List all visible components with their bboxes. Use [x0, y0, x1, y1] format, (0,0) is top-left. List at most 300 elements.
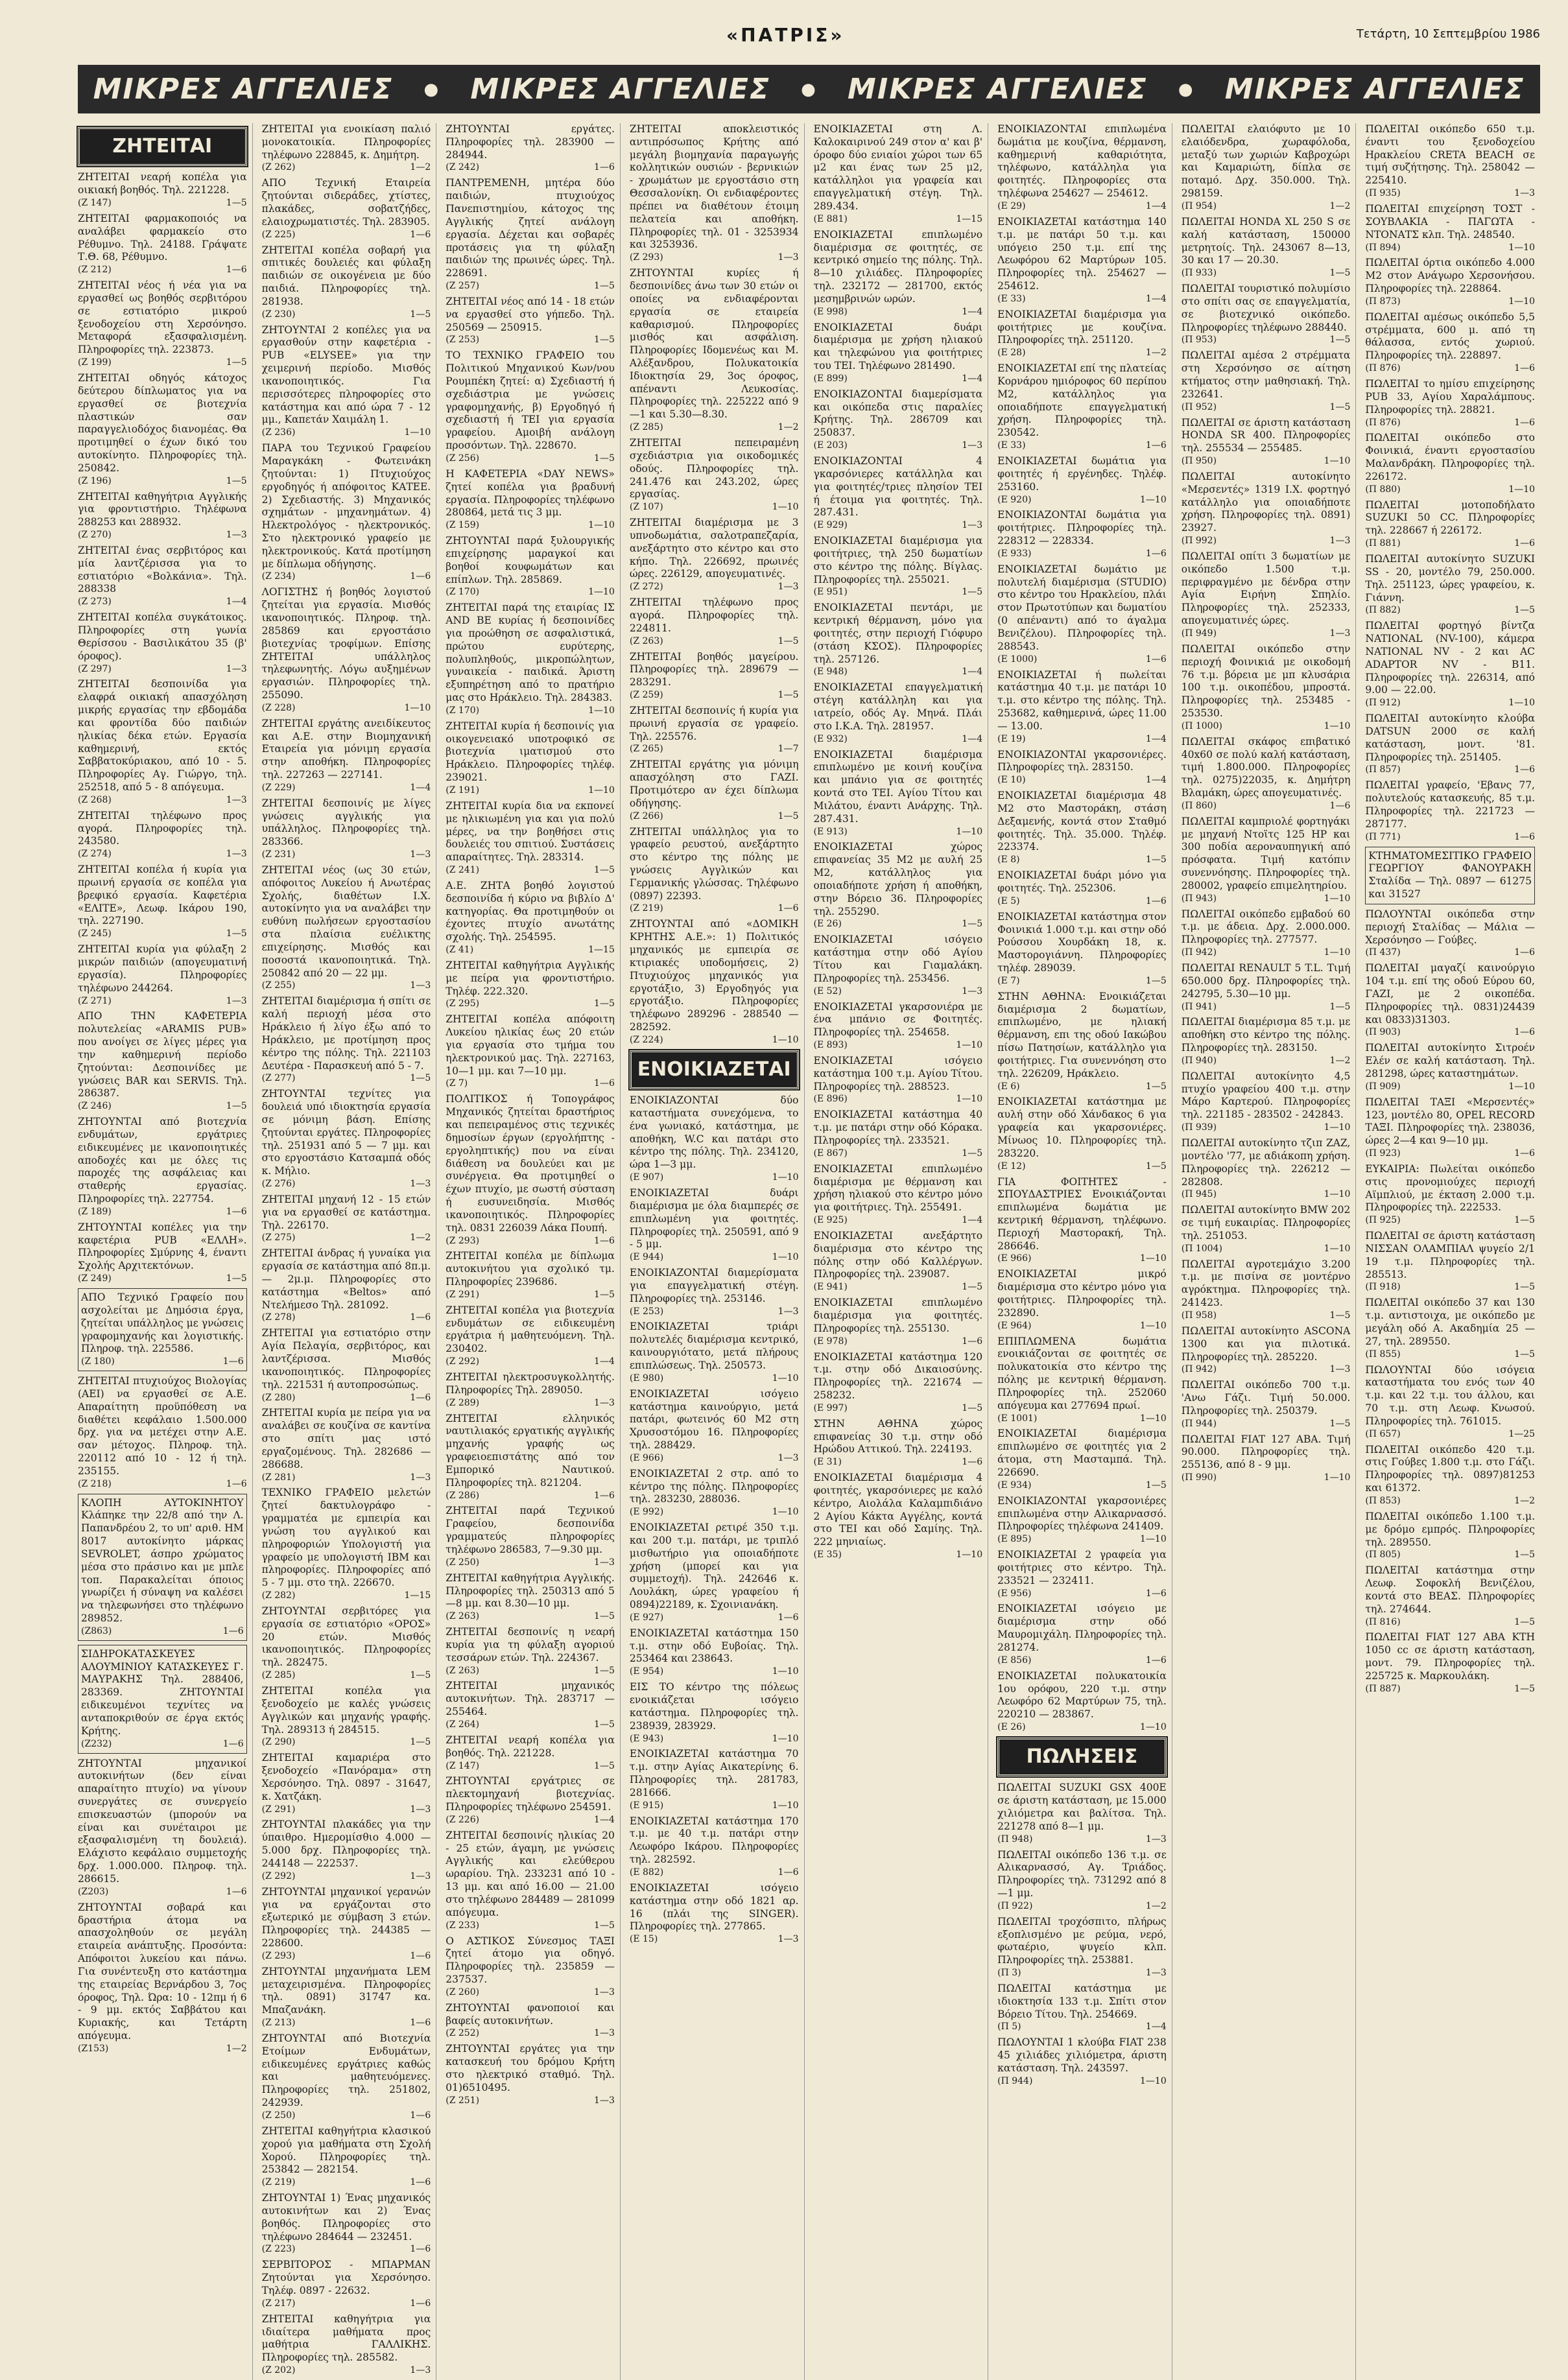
ad-ref-code: (Ε 5)	[997, 895, 1020, 906]
classified-ad	[78, 1221, 247, 1285]
ad-text: ΖΗΤΕΙΤΑΙ εργάτης ανειδίκευτος και Α.Ε. στην Βιομηχανική Εταιρεία για μόνιμη εργασία στην αποθήκη. Πληροφορίες τηλ. 227263 — 227141.	[261, 717, 431, 781]
ad-text: ΠΩΛΕΙΤΑΙ RENAULT 5 T.L. Τιμή 650.000 δρχ. Πληροφορίες τηλ. 242795, 5.30—10 μμ.	[1181, 962, 1351, 1000]
classified-ad	[630, 123, 799, 264]
classified-ad	[445, 2002, 615, 2040]
ad-run-code: 1—5	[226, 928, 247, 939]
ad-reference	[1365, 947, 1535, 959]
ad-ref-code: (Ζ 202)	[261, 2364, 296, 2375]
ad-ref-code: (Ε 943)	[629, 1733, 664, 1744]
classified-ad	[1182, 1137, 1351, 1201]
ad-ref-code: (Ε 944)	[629, 1252, 664, 1263]
ad-text: ΕΝΟΙΚΙΑΖΟΝΤΑΙ γκαρσονιέρες επιπλωμένα στην Αλικαρνασσό. Πληροφορίες τηλέφωνα 241409.	[997, 1494, 1167, 1533]
ad-reference	[814, 1549, 983, 1561]
ad-ref-code: (Ζ 191)	[445, 784, 480, 795]
ad-reference	[445, 1398, 615, 1409]
ad-run-code: 1—5	[594, 865, 615, 875]
ad-ref-code: (Ζ 295)	[445, 998, 480, 1009]
ad-reference	[1365, 1496, 1535, 1507]
ad-reference	[78, 1887, 247, 1898]
ad-reference	[1365, 764, 1535, 776]
ad-run-code: 1—6	[1514, 417, 1535, 428]
ad-ref-code: (Ζ 277)	[261, 1073, 296, 1084]
classified-ad	[262, 1886, 431, 1962]
ad-ref-code: (Π 990)	[1181, 1472, 1217, 1483]
ad-text: ΠΩΛΕΙΤΑΙ ΤΑΞΙ «Μερσεντές» 123, μοντέλο 80, OPEL RECORD ΤΑΞΙ. Πληροφορίες τηλ. 238036, ώρες 2—4 και 9—10 μμ.	[1365, 1096, 1535, 1147]
ad-ref-code: (Ζ 278)	[261, 1312, 296, 1323]
ad-text: ΖΗΤΕΙΤΑΙ νέος (ως 30 ετών, απόφοιτος Λυκείου ή Ανωτέρας Σχολής, διαθέτων Ι.Χ. αυτοκίνητο για να αναλάβει την ευθύνη πωλήσεων εργοστασίου στα πλαίσια ευέλικτης επιχείρησης. Μισθός και ποσοστά ικανοποιητικά. Τηλ. 250842 από 20 — 22 μμ.	[261, 864, 431, 979]
ad-reference	[997, 734, 1167, 746]
ad-run-code: 1—5	[962, 587, 983, 598]
ad-run-code: 1—10	[956, 826, 983, 837]
ad-reference	[630, 903, 799, 915]
ad-reference	[1182, 268, 1351, 279]
ad-reference	[1182, 402, 1351, 414]
classified-ad	[997, 509, 1167, 560]
ad-ref-code: (Ε 8)	[997, 854, 1020, 866]
classified-ad	[262, 1194, 431, 1244]
ad-reference	[1365, 188, 1535, 200]
ad-reference	[1365, 832, 1535, 843]
ad-text: ΠΩΛΕΙΤΑΙ αυτοκίνητο κλούβα DATSUN 2000 σε καλή κατάσταση, μοντ. '81. Πληροφορίες τηλ. 251405.	[1365, 713, 1535, 763]
ad-reference	[262, 1737, 431, 1749]
ad-ref-code: (Ζ 226)	[445, 1814, 480, 1825]
ad-run-code: 1—3	[410, 1179, 431, 1190]
ad-run-code: 1—5	[410, 1670, 431, 1681]
classified-ad	[997, 1603, 1167, 1666]
ad-reference	[1365, 605, 1535, 617]
ad-text: ΕΝΟΙΚΙΑΖΕΤΑΙ πολυκατοικία 1ου ορόφου, 220 τ.μ. στην Λεωφόρο 62 Μαρτύρων 75, τηλ. 220210 — 283867.	[997, 1669, 1167, 1721]
ad-text: ΖΗΤΕΙΤΑΙ κυρία ή δεσποινίς για οικογενειακό υποτροφικό σε βιοτεχνία ιματισμού στο Ηράκλειο. Πληροφορίες τηλέφ. 239021.	[445, 720, 615, 784]
ad-text: ΠΩΛΕΙΤΑΙ γραφείο, 'Εβανς 77, πολυτελούς κατασκευής, 85 τ.μ. Πληροφορίες τηλ. 221723 — 287177.	[1365, 779, 1535, 830]
ad-reference	[1182, 1310, 1351, 1322]
ad-text: ΖΗΤΟΥΝΤΑΙ μηχανήματα LEM μεταχειρισμένα. Πληροφορίες τηλ. 0891) 31747 κα. Μπαζανάκη.	[261, 1965, 431, 2016]
ad-run-code: 1—10	[1140, 1722, 1167, 1733]
classified-ad	[262, 442, 431, 583]
ad-text: ΠΩΛΕΙΤΑΙ FIAT 127 ABA. Τιμή 90.000. Πληροφορίες τηλ. 255136, από 8 - 9 μμ.	[1181, 1433, 1351, 1471]
ad-text: ΕΝΟΙΚΙΑΖΕΤΑΙ επιπλωμένο διαμέρισμα σε φοιτητές, σε κεντρικό σημείο της πόλης. Τηλ. 8—10 χιλιάδες. Πληροφορίες τηλ. 232172 — 281700, εκτός μεσημβρινών ωρών.	[813, 228, 983, 305]
ad-ref-code: (Π 909)	[1365, 1081, 1401, 1092]
ad-text: ΖΗΤΕΙΤΑΙ καθηγήτρια κλασικού χορού για μαθήματα στη Σχολή Χορού. Πληροφορίες τηλ. 253842 — 282154.	[261, 2125, 431, 2176]
ad-text: ΠΩΛΕΙΤΑΙ οικόπεδο 37 και 130 τ.μ. αντιστοιχα, με οικόπεδο με μεγάλη οδό Α. Ακαδημία 25 — 27, τηλ. 289550.	[1365, 1297, 1535, 1347]
ad-reference	[78, 198, 247, 209]
ad-run-code: 1—10	[1140, 2075, 1167, 2086]
classified-ad	[997, 991, 1167, 1093]
ad-reference	[445, 162, 615, 174]
ad-reference	[1365, 484, 1535, 496]
ad-text: ΠΩΛΕΙΤΑΙ μαγαζί καινούργιο 104 τ.μ. επί της οδού Εύρου 60, ΓΑΖΙ, με 2 οικοπέδα. Πληροφορίες τηλ. 0831)24439 και 0833)31303.	[1365, 962, 1535, 1026]
ad-text: ΖΗΤΟΥΝΤΑΙ κυρίες ή δεσποινίδες άνω των 30 ετών οι οποίες να ενδιαφέρονται εργασία σε εταιρεία καθαρισμού. Πληροφορίες μισθός και ασφάλιση. Πληροφορίες Ιδομενέως και Μ. Αλέξανδρου, Πολυκατοικία Ιδιοκτησία 29, 3ος όροφος, απέναντι Λευκοσίας. Πληροφορίες τηλ. 225222 από 9—1 και 5.30—8.30.	[629, 267, 799, 421]
ad-run-code: 1—5	[226, 475, 247, 486]
section-heading: ΠΩΛΗΣΕΙΣ	[997, 1738, 1167, 1776]
ad-text: ΑΠΟ Τεχνική Εταιρεία ζητούνται σιδεράδες, χτίστες, πλακάδες, σοβατζήδες, ελαιοχρωματιστές. Τηλ. 283905.	[261, 177, 431, 228]
masthead	[78, 19, 1540, 58]
ad-text: ΖΗΤΕΙΤΑΙ μηχανή 12 - 15 ετών για να εργασθεί σε κατάστημα. Τηλ. 226170.	[261, 1193, 431, 1231]
ad-column	[1182, 123, 1357, 2380]
ad-text: ΖΗΤΟΥΝΤΑΙ τεχνίτες για δουλειά υπό ιδιοκτησία εργασία σε μόνιμη βάση. Επίσης ζητούνται εργάτες. Πληροφορίες τηλ. 251931 από 5 — 7 μμ. και στο εργοστάσιο Κατσαμπά οδός κ. Μήλιο.	[261, 1088, 431, 1177]
classified-ad	[814, 123, 983, 226]
ad-ref-code: (Ζ 252)	[445, 2028, 480, 2039]
ad-text: ΖΗΤΕΙΤΑΙ εργάτης για μόνιμη απασχόληση στο ΓΑΖΙ. Προτιμότερο αν έχει δίπλωμα οδήγησης.	[629, 759, 799, 809]
ad-reference	[630, 1666, 799, 1678]
classified-ad	[445, 880, 615, 956]
ad-text: ΣΕΡΒΙΤΟΡΟΣ - ΜΠΑΡΜΑΝ Ζητούνται για Χερσόνησο. Τηλέφ. 0897 - 22632.	[261, 2259, 431, 2296]
ad-ref-code: (Ε 867)	[813, 1148, 848, 1159]
ad-text: ΖΗΤΟΥΝΤΑΙ κοπέλες για την καφετέρια PUB «ΕΛΛΗ». Πληροφορίες Σμύρνης 4, έναντι Σχολής Αρχιτεκτόνων.	[78, 1221, 247, 1272]
ad-run-code: 1—10	[588, 705, 615, 716]
ad-ref-code: (Ε 881)	[813, 213, 848, 224]
ad-run-code: 1—4	[962, 373, 983, 384]
ad-reference	[1365, 1684, 1535, 1695]
ad-reference	[997, 1161, 1167, 1173]
ad-reference	[1365, 296, 1535, 308]
ad-reference	[814, 1457, 983, 1468]
ad-run-code: 1—3	[410, 1870, 431, 1881]
ad-text: ΖΗΤΟΥΝΤΑΙ εργάτριες σε πλεκτομηχανή βιοτεχνίας. Πληροφορίες τηλέφωνο 254591.	[445, 1775, 615, 1813]
ad-reference	[630, 1035, 799, 1046]
ad-reference	[1365, 1617, 1535, 1629]
ad-ref-code: (Π 816)	[1365, 1616, 1401, 1627]
classified-ad	[630, 1681, 799, 1745]
ad-run-code: 1—6	[226, 265, 247, 276]
ad-reference	[997, 1968, 1167, 1979]
ad-text: ΑΠΟ ΤΗΝ ΚΑΦΕΤΕΡΙΑ πολυτελείας «ARAMIS PUB» που ανοίγει σε λίγες μέρες για την καθημερινή περίοδο ζητούνται: Δεσποινίδες με γνώσεις BAR και SERVIS. Τηλ. 286387.	[78, 1010, 247, 1100]
ad-run-code: 1—6	[1145, 1655, 1167, 1666]
classified-ad	[997, 1670, 1167, 1734]
ad-reference	[445, 2095, 615, 2107]
classified-ad	[630, 1627, 799, 1678]
ad-ref-code: (Ζ863)	[81, 1625, 112, 1636]
classified-ad	[814, 681, 983, 745]
classified-ad	[997, 455, 1167, 506]
classified-ad	[1365, 1297, 1535, 1360]
ad-text: ΖΗΤΟΥΝΤΑΙ σερβιτόρες για εργασία σε εστιατόριο «ΟΡΟΣ» 20 ετών. Μισθός ικανοποιητικός. Πληροφορίες τηλ. 282475.	[261, 1605, 431, 1669]
ad-text: ΓΙΑ ΦΟΙΤΗΤΕΣ - ΣΠΟΥΔΑΣΤΡΙΕΣ Ενοικιάζονται επιπλωμένα δωμάτια με κεντρική θέρμανση, τηλέφωνο. Περιοχή Μαστορακή, Τηλ. 286646.	[997, 1175, 1167, 1252]
ad-text: ΕΠΙΠΛΩΜΕΝΑ δωμάτια ενοικιάζονται σε φοιτητές σε πολυκατοικία στο κέντρο της πόλης με κεντρική θέρμανση. Πληροφορίες τηλ. 252060 απόγευμα και 277694 πρωί.	[997, 1335, 1167, 1411]
ad-run-code: 1—6	[594, 1490, 615, 1501]
classified-ad	[445, 349, 615, 465]
classified-ad	[1365, 553, 1535, 617]
ad-run-code: 1—10	[1324, 456, 1351, 467]
classified-ad	[445, 2043, 615, 2106]
ad-text: ΖΗΤΕΙΤΑΙ κοπέλα με δίπλωμα αυτοκινήτου για σχολικό τμ. Πληροφορίες 239686.	[445, 1250, 615, 1288]
ad-ref-code: (Ε 915)	[629, 1800, 664, 1811]
ad-text: ΕΝΟΙΚΙΑΖΕΤΑΙ κατάστημα 70 τ.μ. στην Αγίας Αικατερίνης 6. Πληροφορίες τηλ. 281783, 281666.	[629, 1748, 799, 1798]
ad-text: ΠΩΛΕΙΤΑΙ καμπριολέ φορτηγάκι με μηχανή Ντοϊτς 125 HP και 300 ποδία αεροναυπηγική από πρόσφατα. Τιμή κατόπιν συνεννόησης. Πληροφορίες τηλ. 280002, γραφείο επιμελητηρίου.	[1181, 815, 1351, 891]
ad-text: ΠΩΛΕΙΤΑΙ αμέσα 2 στρέμματα στη Χερσόνησο σε αίτηση κτήματος στην μαθησιακή. Τηλ. 232641.	[1181, 349, 1351, 400]
ad-run-code: 1—10	[1324, 1472, 1351, 1483]
classified-ad	[630, 705, 799, 755]
classified-ad	[445, 1093, 615, 1247]
ad-ref-code: (Ζ 170)	[445, 587, 480, 598]
ad-ref-code: (Ε 52)	[813, 985, 842, 996]
ad-reference	[1182, 801, 1351, 812]
ad-ref-code: (Ζ 246)	[78, 1101, 112, 1112]
ad-ref-code: (Π 958)	[1181, 1310, 1217, 1321]
ad-run-code: 1—10	[1324, 1243, 1351, 1254]
ad-text: ΤΟ ΤΕΧΝΙΚΟ ΓΡΑΦΕΙΟ του Πολιτικού Μηχανικού Κων/νου Ρουμπέκη ζητεί: α) Σχεδιαστή ή σχεδιάστρια με γνώσεις γραφομηχανής, β) Εργοδηγό ή σχεδιαστή ή ΤΕΙ για εργασία γραφείου. Αμοιβή ανάλογη προσόντων. Τηλ. 228670.	[445, 349, 615, 452]
ad-reference	[445, 520, 615, 532]
ad-text: ΖΗΤΕΙΤΑΙ καμαριέρα στο ξενοδοχείο «Πανόραμα» στη Χερσόνησο. Τηλ. 0897 - 31647, κ. Χατζάκη.	[261, 1752, 431, 1802]
ad-reference	[445, 1557, 615, 1569]
ad-text: ΖΗΤΟΥΝΤΑΙ από «ΔΟΜΙΚΗ ΚΡΗΤΗΣ Α.Ε.»: 1) Πολιτικός μηχανικός με εμπειρία σε κτιριακές υποδομήσεις, 2) Πτυχιούχος μηχανικός για εργοτάξιο, 3) Εργοδηγός για εργοτάξιο. Πληροφορίες τηλέφωνο 289296 - 288540 — 282592.	[629, 918, 799, 1033]
ad-run-code: 1—3	[410, 980, 431, 991]
ad-ref-code: (Ζ 264)	[445, 1719, 480, 1730]
classified-ad	[445, 1572, 615, 1623]
ad-run-code: 1—10	[1140, 1253, 1167, 1264]
ad-reference	[262, 571, 431, 583]
classified-ad	[78, 171, 247, 209]
ad-run-code: 1—2	[410, 1232, 431, 1243]
ad-run-code: 1—10	[1140, 494, 1167, 505]
banner-separator: ●	[423, 79, 440, 99]
classified-ad	[262, 244, 431, 321]
ad-text: ΖΗΤΕΙΤΑΙ βοηθός μαγείρου. Πληροφορίες τηλ. 289679 — 283291.	[629, 650, 799, 689]
ad-run-code: 1—4	[410, 782, 431, 793]
ad-ref-code: (Ζ 293)	[629, 252, 663, 263]
newspaper-page	[78, 19, 1540, 2375]
ad-text: ΖΗΤΕΙΤΑΙ κοπέλα συγκάτοικος. Πληροφορίες στη γωνία Θερίσσου - Βασιλικάτου 35 (β' όροφος).	[78, 611, 247, 662]
classified-ad	[445, 535, 615, 598]
ad-ref-code: (Ζ 224)	[629, 1034, 663, 1045]
ad-reference	[81, 1626, 244, 1638]
ad-text: ΠΩΛΕΙΤΑΙ αυτοκίνητο SUZUKI SS - 20, μοντέλο 79, 250.000. Τηλ. 251123, ώρες γραφείου, κ. Γιάννη.	[1365, 553, 1535, 604]
ad-run-code: 1—5	[778, 690, 799, 700]
ad-ref-code: (Ε 899)	[813, 373, 848, 384]
ad-text: ΖΗΤΕΙΤΑΙ αποκλειστικός αντιπρόσωπος Κρήτης από μεγάλη βιομηχανία παραγωγής κολλητικών ουσιών - βερνικιών - χρωμάτων με εργοστάσιο στη Θεσσαλονίκη. Οι ενδιαφέροντες πρέπει να διαθέτουν έτοιμη πελατεία και αποθήκη. Πληροφορίες τηλ. 01 - 3253934 και 3253936.	[629, 123, 799, 251]
ad-run-code: 1—15	[404, 1590, 431, 1601]
ad-text: ΠΩΛΕΙΤΑΙ φορτηγό βίντζα NATIONAL (NV-100), κάμερα NATIONAL NV - 2 και AC ADAPTOR NV - B11. Πληροφορίες τηλ. 226314, από 9.00 — 22.00.	[1365, 620, 1535, 696]
classified-ad	[997, 1428, 1167, 1491]
ad-run-code: 1—6	[1514, 831, 1535, 842]
ad-text: Ο ΑΣΤΙΚΟΣ Σύνεσμος ΤΑΞΙ ζητεί άτομο για οδηγό. Πληροφορίες τηλ. 235859 — 237537.	[445, 1935, 615, 1985]
ad-reference	[262, 2244, 431, 2256]
ad-ref-code: (Ζ 234)	[261, 571, 296, 582]
ad-ref-code: (Ζ 199)	[78, 357, 112, 368]
classified-ad	[1182, 1016, 1351, 1066]
classified-ad	[78, 943, 247, 1007]
ad-ref-code: (Ζ 285)	[629, 422, 663, 433]
classified-ad	[262, 2313, 431, 2377]
ad-ref-code: (Ε 856)	[997, 1655, 1032, 1666]
classified-ad	[997, 869, 1167, 908]
ad-reference	[445, 281, 615, 292]
ad-reference	[997, 2076, 1167, 2088]
ad-text: ΠΩΛΕΙΤΑΙ οικόπεδο 136 τ.μ. σε Αλικαρνασσό, Αγ. Τριάδος. Πληροφορίες τηλ. 731292 από 8—1 μμ.	[997, 1848, 1167, 1900]
ad-run-code: 1—4	[1145, 733, 1167, 744]
ad-reference	[262, 427, 431, 439]
ad-ref-code: (Ε 15)	[629, 1934, 658, 1945]
classified-ad	[1182, 816, 1351, 905]
classified-ad	[445, 1775, 615, 1826]
ad-text: ΕΝΟΙΚΙΑΖΕΤΑΙ επαγγελματική στέγη κατάλληλη και για ιατρείο, οδός Αγ. Μηνά. Πλάι στο Ι.Κ.Α. Τηλ. 281957.	[813, 681, 983, 732]
ad-run-code: 1—5	[1329, 401, 1351, 412]
ad-reference	[262, 1670, 431, 1682]
classified-ad	[1365, 908, 1535, 959]
ad-reference	[630, 1867, 799, 1879]
ad-ref-code: (Ε 35)	[813, 1549, 842, 1561]
classifieds-banner	[78, 65, 1540, 113]
ad-text: ΖΗΤΕΙΤΑΙ κοπέλα απόφοιτη Λυκείου ηλικίας έως 20 ετών για εργασία στο τμήμα του ηλεκτρονικού μας. Τηλ. 227163, 10—1 μμ. και 7—10 μμ.	[445, 1013, 615, 1077]
ad-ref-code: (Ζ 281)	[261, 1472, 296, 1483]
ad-ref-code: (Ζ 276)	[261, 1179, 296, 1190]
classified-ad	[997, 749, 1167, 787]
ad-text: ΛΟΓΙΣΤΗΣ ή βοηθός λογιστού ζητείται για εργασία. Μισθός ικανοποιητικός. Πληροφ. τηλ. 285869 και εργοστάσιο βιοτεχνίας τροφίμων. Επίσης ΖΗΤΕΙΤΑΙ υπάλληλος τηλεφωνητής. Λόγω αυξημένων εργασιών. Πληροφορίες τηλ. 255090.	[261, 586, 431, 701]
ad-reference	[630, 744, 799, 755]
classified-ad	[630, 1815, 799, 1879]
ad-run-code: 1—4	[594, 1814, 615, 1825]
ad-text: ΖΗΤΕΙΤΑΙ νέος ή νέα για να εργασθεί ως βοηθός σερβιτόρου σε εστιατόριο μικρού ξενοδοχείου στη Χερσόνησο. Μεταφορά εξασφαλισμένη. Πληροφορίες τηλ. 223873.	[78, 279, 247, 356]
ad-run-code: 1—10	[1508, 296, 1535, 307]
ad-run-code: 1—3	[778, 1934, 799, 1945]
ad-text: ΖΗΤΕΙΤΑΙ δεσποινίς ή κυρία για πρωινή εργασία σε γραφείο. Τηλ. 225576.	[629, 704, 799, 742]
ad-text: ΠΩΛΕΙΤΑΙ ελαιόφυτο με 10 ελαιόδενδρα, χωραφόλοδα, μεταξύ των χωριών Καβροχώρι και Καμαριώτη, δίπλα σε ποταμό. Δρχ. 350.000. Τηλ. 298159.	[1181, 123, 1351, 200]
classified-ad	[78, 678, 247, 806]
ad-run-code: 1—3	[594, 1557, 615, 1568]
ad-text: ΕΝΟΙΚΙΑΖΕΤΑΙ διαμέρισμα επιπλωμένο σε φοιτητές για 2 άτομα, στη Μασταμπά. Τηλ. 226690.	[997, 1428, 1167, 1478]
ad-ref-code: (Ζ 196)	[78, 475, 112, 486]
ad-text: ΠΩΛΕΙΤΑΙ SUZUKI GSX 400E σε άριστη κατάσταση, με 15.000 χιλιόμετρα και βαλίτσα. Τηλ. 221278 από 8—1 μμ.	[997, 1782, 1167, 1832]
classified-ad	[78, 1494, 247, 1641]
ad-run-code: 1—5	[1145, 1161, 1167, 1172]
ad-ref-code: (Ζ 223)	[261, 2244, 296, 2255]
ad-run-code: 1—6	[410, 571, 431, 582]
ad-text: ΠΩΛΕΙΤΑΙ αγροτεμάχιο 3.200 τ.μ. με πισίνα σε μοντέρνο αγρόκτημα. Πληροφορίες τηλ. 241423.	[1181, 1258, 1351, 1309]
ad-ref-code: (Ε 26)	[813, 919, 842, 930]
classified-ad	[262, 324, 431, 440]
ad-text: ΖΗΤΕΙΤΑΙ κυρία δια να εκπονεί με ηλικιωμένη για και για πολύ μέρες, να την βοηθήσει στις δουλειές του σπιτιού. Συστάσεις απαραίτητες. Τηλ. 283314.	[445, 799, 615, 864]
classified-ad	[997, 123, 1167, 213]
ad-text: ΕΝΟΙΚΙΑΖΕΤΑΙ δωμάτια για φοιτητές ή εργένηδες. Τηλέφ. 253160.	[997, 455, 1167, 493]
classified-ad	[997, 669, 1167, 746]
ad-run-code: 1—3	[1514, 188, 1535, 199]
ad-text: ΕΝΟΙΚΙΑΖΕΤΑΙ κατάστημα 170 τ.μ. με 40 τ.μ. πατάρι στην Λεωφόρο Ικάρου. Πληροφορίες τηλ. 282592.	[629, 1815, 799, 1866]
classified-ad	[262, 1487, 431, 1602]
ad-run-code: 1—6	[222, 1738, 244, 1749]
ad-reference	[78, 928, 247, 940]
ad-run-code: 1—6	[778, 903, 799, 914]
ad-reference	[78, 1479, 247, 1490]
ad-run-code: 1—5	[962, 919, 983, 930]
ad-ref-code: (Π 954)	[1181, 200, 1217, 211]
ad-run-code: 1—5	[1329, 268, 1351, 279]
classified-ad	[78, 545, 247, 608]
ad-run-code: 1—5	[410, 1737, 431, 1748]
ad-run-code: 1—5	[594, 1665, 615, 1676]
ad-run-code: 1—6	[410, 2298, 431, 2309]
ad-reference	[445, 1987, 615, 1999]
ad-text: ΖΗΤΕΙΤΑΙ νέος από 14 - 18 ετών να εργασθεί στο γήπεδο. Τηλ. 250569 — 250915.	[445, 295, 615, 333]
classified-ad	[1365, 847, 1535, 904]
ad-run-code: 1—4	[1145, 200, 1167, 211]
ad-reference	[997, 495, 1167, 506]
ad-reference	[1182, 1364, 1351, 1376]
ad-reference	[814, 1040, 983, 1052]
ad-reference	[630, 690, 799, 701]
ad-ref-code: (Π 860)	[1181, 800, 1217, 811]
classified-ad	[997, 563, 1167, 666]
ad-reference	[445, 1920, 615, 1932]
ad-text: ΕΝΟΙΚΙΑΖΕΤΑΙ επί της πλατείας Κορνάρου ημιόροφος 60 περίπου Μ2, κατάλληλος για οποιαδήποτε επαγγελματική χρήση. Πληροφορίες τηλ. 230542.	[997, 362, 1167, 439]
ad-ref-code: (Ζ 272)	[629, 582, 663, 593]
ad-run-code: 1—6	[226, 1886, 247, 1897]
ad-ref-code: (Ε 992)	[629, 1507, 664, 1518]
ad-columns	[78, 123, 1540, 2375]
ad-text: ΕΝΟΙΚΙΑΖΕΤΑΙ διαμέρισμα επιπλωμένο με κοινή κουζίνα και μπάνιο για σε φοιτητές κοντά στο ΤΕΙ. Αγίου Τίτου και Μιλάτου, έναντι Ανάρχης. Τηλ. 287.431.	[813, 748, 983, 825]
classified-ad	[262, 1605, 431, 1682]
ad-text: ΕΝΟΙΚΙΑΖΕΤΑΙ δυάρι διαμέρισμα με χρήση ηλιακού και τηλεφώνου για φοιτήτριες του ΤΕΙ. Τηλέφωνο 281490.	[813, 321, 983, 372]
ad-ref-code: (Π 939)	[1181, 1122, 1217, 1133]
ad-run-code: 1—4	[962, 1215, 983, 1225]
ad-ref-code: (Ζ 268)	[78, 794, 112, 805]
ad-reference	[997, 348, 1167, 359]
ad-reference	[997, 2021, 1167, 2033]
classified-ad	[78, 279, 247, 369]
ad-ref-code: (Ε 10)	[997, 775, 1026, 786]
classified-ad	[262, 177, 431, 241]
ad-ref-code: (Ε 966)	[997, 1253, 1032, 1264]
ad-reference	[997, 1722, 1167, 1734]
ad-run-code: 1—6	[1145, 440, 1167, 451]
ad-run-code: 1—2	[1329, 200, 1351, 211]
classified-ad	[445, 1830, 615, 1932]
ad-run-code: 1—5	[962, 1148, 983, 1159]
classified-ad	[262, 1088, 431, 1190]
ad-reference	[814, 986, 983, 998]
ad-run-code: 1—4	[962, 733, 983, 744]
ad-text: ΖΗΤΕΙΤΑΙ ένας σερβιτόρος και μία λαντζέρισσα για το εστιατόριο «Βολκάνια». Τηλ. 288338	[78, 544, 247, 595]
ad-text: ΠΩΛΕΙΤΑΙ αυτοκίνητο Σιτροέν Ελέν σε καλή κατάσταση. Τηλ. 281298, ώρες καταστημάτων.	[1365, 1042, 1535, 1079]
ad-reference	[630, 1306, 799, 1318]
ad-run-code: 1—3	[226, 794, 247, 805]
ad-text: ΕΝΟΙΚΙΑΖΕΤΑΙ δυάρι διαμέρισμα με όλα διαμπερές σε επιπλωμένη για φοιτητές. Πληροφορίες τηλ. 250591, από 9 - 5 μμ.	[629, 1187, 799, 1251]
classified-ad	[78, 864, 247, 940]
classified-ad	[78, 491, 247, 541]
ad-run-code: 1—10	[772, 1733, 799, 1744]
ad-column	[445, 123, 621, 2380]
classified-ad	[814, 1351, 983, 1415]
ad-run-code: 1—10	[1140, 1534, 1167, 1545]
ad-reference	[1182, 628, 1351, 640]
ad-ref-code: (Π 945)	[1181, 1189, 1217, 1200]
ad-ref-code: (Ζ 170)	[445, 705, 480, 716]
ad-reference	[262, 2018, 431, 2029]
ad-text: ΠΩΛΕΙΤΑΙ οπίτι 3 δωματίων με οικόπεδο 1.500 τ.μ. περιφραγμένο με δένδρα στην Αγία Ειρήνη Σπηλίο. Πληροφορίες τηλ. 252333, απογευματινές ώρες.	[1181, 550, 1351, 627]
classified-ad	[630, 1882, 799, 1946]
ad-reference	[630, 1934, 799, 1946]
ad-reference	[262, 980, 431, 992]
ad-reference	[78, 1273, 247, 1285]
ad-run-code: 1—5	[594, 1920, 615, 1931]
ad-text: ΕΝΟΙΚΙΑΖΕΤΑΙ διαμέρισμα 4 φοιτητές, γκαρσόνιερες με καλό κέντρο, Αιολάλα Καλαμπιδιάνο 2 Αγίου Κάκτα Αγγέλης, κοντά στο ΤΕΙ και οδό Σαμίης. Τηλ. 222 μηνιαίως.	[813, 1472, 983, 1548]
ad-reference	[262, 1312, 431, 1324]
ad-reference	[630, 252, 799, 264]
ad-run-code: 1—6	[1514, 363, 1535, 374]
ad-run-code: 1—2	[226, 2043, 247, 2054]
ad-text: ΠΩΛΟΥΝΤΑΙ 1 κλούβα FIAT 238 45 χιλιάδες χιλιόμετρα, άριστη κατάσταση. Τηλ. 243597.	[997, 2036, 1167, 2075]
ad-text: ΠΩΛΕΙΤΑΙ οικόπεδο 420 τ.μ. στις Γούβες 1.800 τ.μ. στο Γάζι. Πληροφορίες τηλ. 0897)81253 και 61372.	[1365, 1443, 1535, 1494]
ad-reference	[630, 582, 799, 593]
classified-ad	[630, 517, 799, 593]
ad-text: ΑΠΟ Τεχνικό Γραφείο που ασχολείται με Δημόσια έργα, ζητείται υπάλληλος με γνώσεις γραφομηχανής και λογιστικής. Πληροφ. τηλ. 225586.	[81, 1291, 244, 1355]
ad-ref-code: (Ζ 41)	[445, 945, 474, 956]
classified-ad	[997, 1096, 1167, 1172]
ad-text: ΖΗΤΕΙΤΑΙ φαρμακοποιός να αναλάβει φαρμακείο στο Ρέθυμνο. Τηλ. 24188. Γράψατε Τ.Θ. 68, Ρέθυμνο.	[78, 212, 247, 263]
classified-ad	[78, 1758, 247, 1898]
classified-ad	[1182, 643, 1351, 733]
ad-text: ΖΗΤΟΥΝΤΑΙ εργάτες για την κατασκευή του δρόμου Κρήτη στο ηλεκτρικό σταθμό. Τηλ. 01)6510495.	[445, 2043, 615, 2093]
ad-text: ΠΩΛΕΙΤΑΙ οικόπεδο εμβαδού 60 τ.μ. με άδεια. Δρχ. 2.000.000. Πληροφορίες τηλ. 277577.	[1181, 908, 1351, 946]
ad-ref-code: (Π 992)	[1181, 536, 1217, 547]
